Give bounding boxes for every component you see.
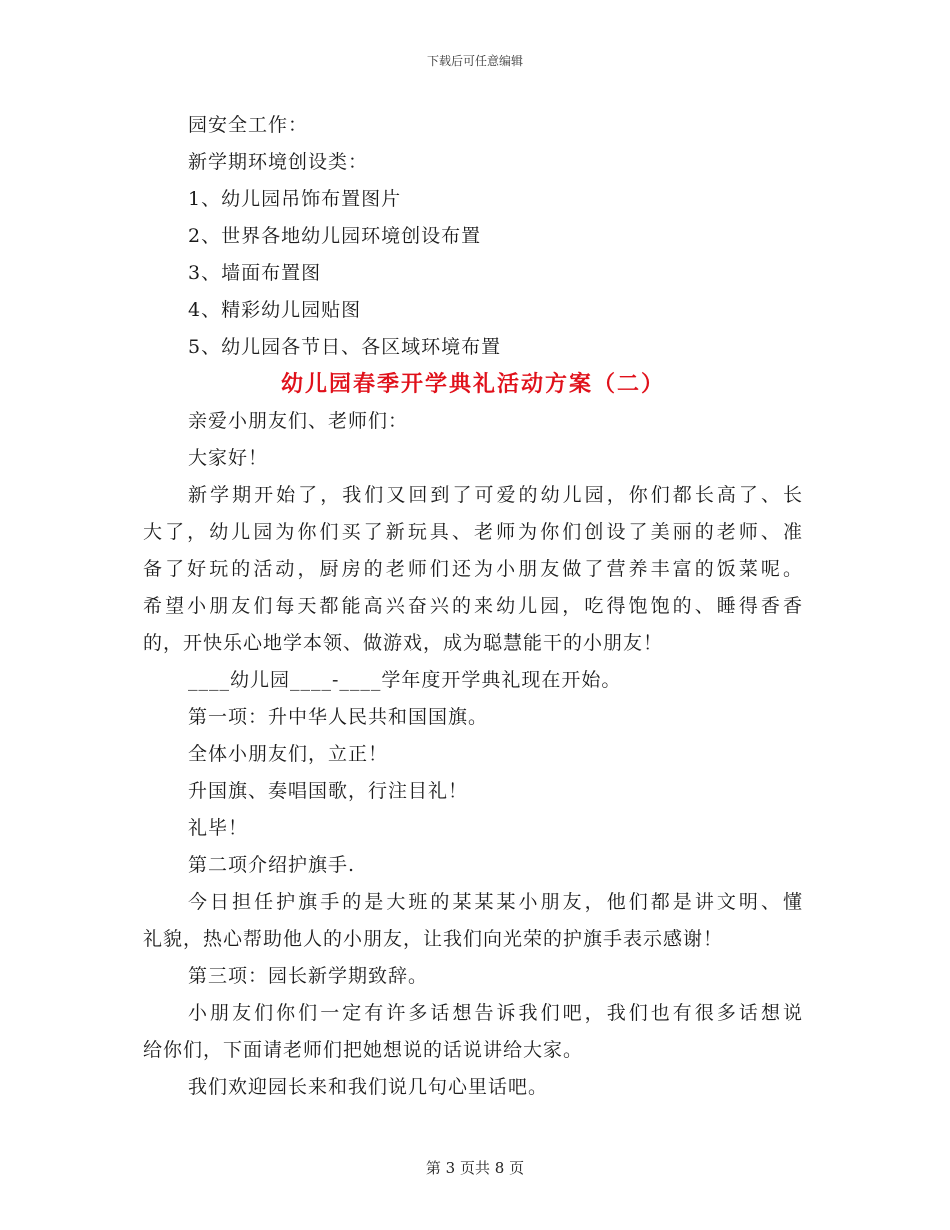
paragraph-line: 给你们，下面请老师们把她想说的话说讲给大家。 xyxy=(143,1039,584,1061)
paragraph: 新学期环境创设类： xyxy=(188,151,369,173)
paragraph: 升国旗、奏唱国歌，行注目礼！ xyxy=(188,780,469,802)
paragraph-line: 小朋友们你们一定有许多话想告诉我们吧，我们也有很多话想说 xyxy=(188,1002,803,1024)
paragraph-line: 希望小朋友们每天都能高兴奋兴的来幼儿园，吃得饱饱的、睡得香香 xyxy=(143,595,803,617)
paragraph: 第一项：升中华人民共和国国旗。 xyxy=(188,706,489,728)
paragraph-line: 大了，幼儿园为你们买了新玩具、老师为你们创设了美丽的老师、准 xyxy=(143,521,803,543)
paragraph-line: 礼貌，热心帮助他人的小朋友，让我们向光荣的护旗手表示感谢！ xyxy=(143,928,724,950)
list-item: 4、精彩幼儿园贴图 xyxy=(188,299,362,321)
paragraph: 园安全工作： xyxy=(188,114,309,136)
paragraph: 礼毕！ xyxy=(188,817,249,839)
paragraph-line: 的，开快乐心地学本领、做游戏，成为聪慧能干的小朋友！ xyxy=(143,632,664,654)
paragraph: 我们欢迎园长来和我们说几句心里话吧。 xyxy=(188,1076,549,1098)
list-item: 5、幼儿园各节日、各区域环境布置 xyxy=(188,336,502,358)
greeting: 亲爱小朋友们、老师们： xyxy=(188,410,409,432)
list-item: 3、墙面布置图 xyxy=(188,262,322,284)
document-body xyxy=(143,107,803,1106)
paragraph-line: 今日担任护旗手的是大班的某某某小朋友，他们都是讲文明、懂 xyxy=(188,891,803,913)
list-item: 2、世界各地幼儿园环境创设布置 xyxy=(188,225,482,247)
page-footer: 第 3 页共 8 页 xyxy=(425,1159,525,1177)
paragraph: ____幼儿园____-____学年度开学典礼现在开始。 xyxy=(188,669,622,691)
section-title: 幼儿园春季开学典礼活动方案（二） xyxy=(280,371,665,397)
paragraph: 大家好！ xyxy=(188,447,269,469)
paragraph: 第三项：园长新学期致辞。 xyxy=(188,965,429,987)
paragraph-line: 新学期开始了，我们又回到了可爱的幼儿园，你们都长高了、长 xyxy=(188,484,803,506)
paragraph-line: 备了好玩的活动，厨房的老师们还为小朋友做了营养丰富的饭菜呢。 xyxy=(143,558,803,580)
list-item: 1、幼儿园吊饰布置图片 xyxy=(188,188,402,210)
paragraph: 全体小朋友们，立正！ xyxy=(188,743,389,765)
paragraph: 第二项介绍护旗手. xyxy=(188,854,356,876)
page-header: 下载后可任意编辑 xyxy=(426,54,523,68)
